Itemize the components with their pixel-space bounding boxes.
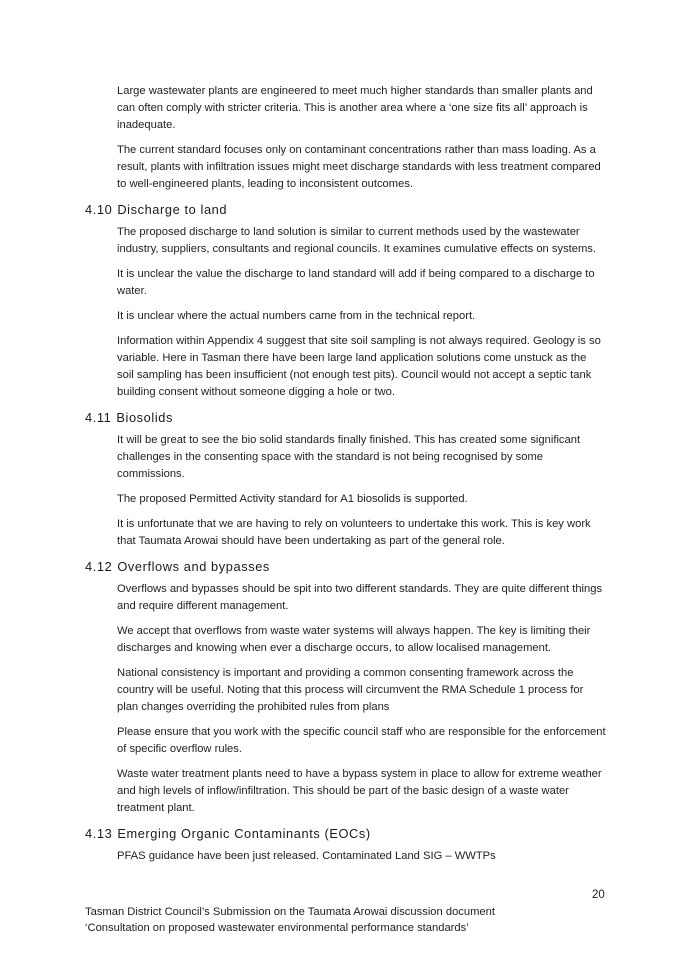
paragraph: It is unclear where the actual numbers came from in the technical report. [117,310,476,322]
section-number: 4.11 [85,410,112,425]
section-title: Discharge to land [117,202,228,217]
section-title: Emerging Organic Contaminants (EOCs) [117,826,371,841]
paragraph: It is unclear the value the discharge to land standard will add if being compared to a discharge to water. [117,268,595,297]
section-title: Overflows and bypasses [117,559,270,574]
paragraph: We accept that overflows from waste water systems will always happen. The key is limiting their discharges and knowing when ever a discharge occurs, to allow localised management. [117,625,591,654]
section-heading-emerging-organic-contaminants [85,825,690,842]
section-heading-biosolids [85,409,690,426]
section-number: 4.12 [85,559,113,574]
paragraph: Waste water treatment plants need to have a bypass system in place to allow for extreme weather and high levels of inflow/infiltration. This should be part of the basic design of a waste water treatment plant. [117,768,602,814]
section-heading-overflows-and-bypasses [85,558,690,575]
paragraph: Information within Appendix 4 suggest that site soil sampling is not always required. Geology is so variable. Here in Tasman there have been large land application solutions come unstuck as the soil sampling has been insufficient (not enough test pits). Council would not accept a septic tank building consent without someone digging a hole or two. [117,335,601,398]
page-footer [85,904,495,936]
footer-line: Tasman District Council’s Submission on the Taumata Arowai discussion document [85,906,495,918]
footer-line: ‘Consultation on proposed wastewater environmental performance standards’ [85,922,469,934]
page-content [0,83,690,873]
section-title: Biosolids [116,410,173,425]
paragraph: It is unfortunate that we are having to rely on volunteers to undertake this work. This is key work that Taumata Arowai should have been undertaking as part of the general role. [117,518,591,547]
paragraph: Please ensure that you work with the specific council staff who are responsible for the enforcement of specific overflow rules. [117,726,606,755]
paragraph: PFAS guidance have been just released. Contaminated Land SIG – WWTPs [117,850,496,862]
paragraph: The current standard focuses only on contaminant concentrations rather than mass loading. As a result, plants with infiltration issues might meet discharge standards with less treatment compared to well-engineered plants, leading to inconsistent outcomes. [117,144,601,190]
section-number: 4.13 [85,826,113,841]
paragraph: It will be great to see the bio solid standards finally finished. This has created some significant challenges in the consenting space with the standard is not being recognised by some commissions. [117,434,581,480]
section-number: 4.10 [85,202,113,217]
section-heading-discharge-to-land [85,201,690,218]
paragraph: Large wastewater plants are engineered to meet much higher standards than smaller plants and can often comply with stricter criteria. This is another area where a ‘one size fits all’ approach is inadequate. [117,85,593,131]
paragraph: National consistency is important and providing a common consenting framework across the country will be useful. Noting that this process will circumvent the RMA Schedule 1 process for plan changes overriding the prohibited rules from plans [117,667,584,713]
paragraph: The proposed Permitted Activity standard for A1 biosolids is supported. [117,493,468,505]
page-number: 20 [592,889,605,901]
paragraph: Overflows and bypasses should be spit into two different standards. They are quite different things and require different management. [117,583,603,612]
paragraph: The proposed discharge to land solution is similar to current methods used by the wastewater industry, suppliers, consultants and regional councils. It examines cumulative effects on systems. [117,226,597,255]
